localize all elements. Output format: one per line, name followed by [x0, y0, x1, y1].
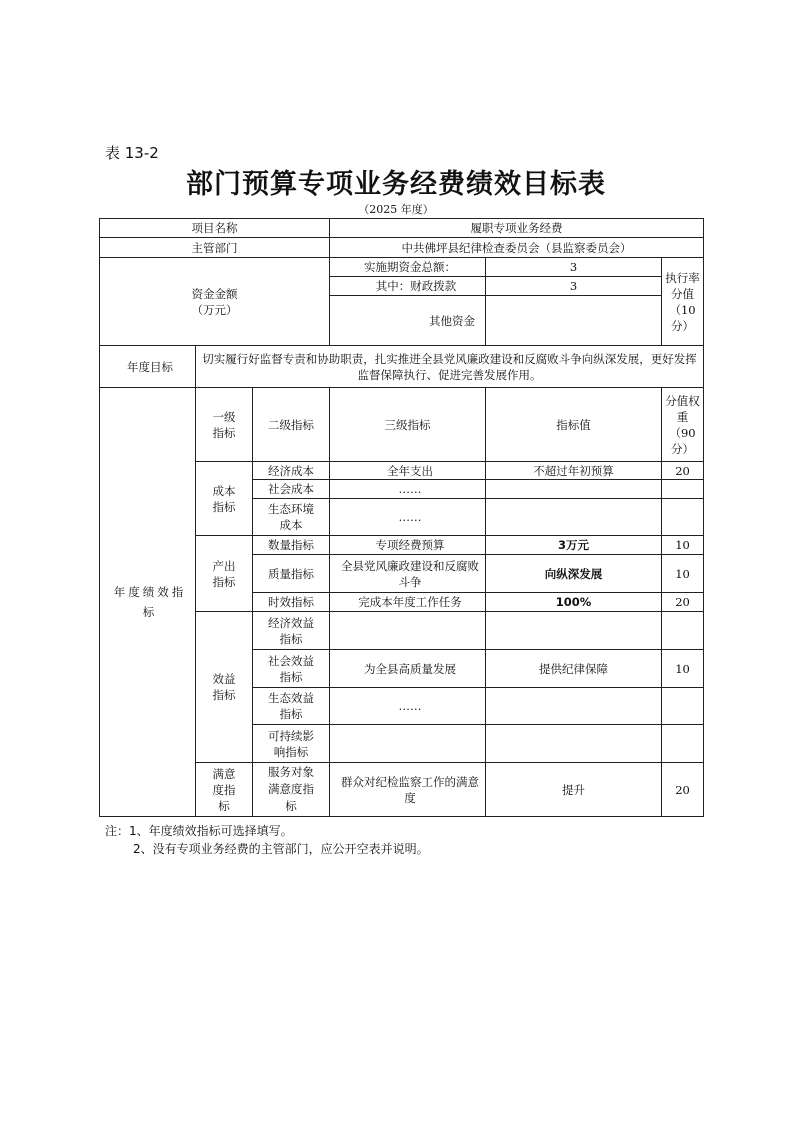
- row-weight: [662, 612, 704, 650]
- row-weight: 10: [662, 650, 704, 688]
- funds-other-value: [486, 296, 662, 346]
- row-l3: ……: [330, 688, 486, 725]
- row-l2: 服务对象满意度指标: [253, 763, 330, 817]
- row-l3: ……: [330, 499, 486, 536]
- row-l2: 社会成本: [253, 480, 330, 499]
- group-cost: 成本指标: [196, 462, 253, 536]
- row-l3: 完成本年度工作任务: [330, 593, 486, 612]
- row-weight: 20: [662, 763, 704, 817]
- row-l3: 专项经费预算: [330, 536, 486, 555]
- row-value: 提升: [486, 763, 662, 817]
- row-l2: 生态环境成本: [253, 499, 330, 536]
- funds-fiscal-value: 3: [486, 277, 662, 296]
- funds-other-label: 其他资金: [330, 296, 486, 346]
- department-value: 中共佛坪县纪律检查委员会（县监察委员会）: [330, 238, 704, 258]
- row-l2: 时效指标: [253, 593, 330, 612]
- header-level3: 三级指标: [330, 388, 486, 462]
- row-value: [486, 499, 662, 536]
- row-l3: 全县党风廉政建设和反腐败斗争: [330, 555, 486, 593]
- row-value: 100%: [486, 593, 662, 612]
- row-l2: 质量指标: [253, 555, 330, 593]
- annual-goal-label: 年度目标: [100, 346, 196, 388]
- row-l3: 为全县高质量发展: [330, 650, 486, 688]
- project-name-value: 履职专项业务经费: [330, 219, 704, 238]
- header-level1: 一级指标: [196, 388, 253, 462]
- funds-label-line2: （万元）: [191, 302, 238, 317]
- table-row: [100, 219, 704, 238]
- header-value: 指标值: [486, 388, 662, 462]
- row-l3: ……: [330, 480, 486, 499]
- table-row: [100, 258, 704, 277]
- row-weight: [662, 688, 704, 725]
- table-number: 表 13-2: [105, 144, 159, 162]
- indicator-section-label: 年度绩效指标: [100, 388, 196, 817]
- note-line-1: 注：1、年度绩效指标可选择填写。: [105, 824, 293, 838]
- row-weight: 10: [662, 555, 704, 593]
- row-l2: 数量指标: [253, 536, 330, 555]
- annual-goal-text: 切实履行好监督专责和协助职责，扎实推进全县党风廉政建设和反腐败斗争向纵深发展，更好发挥监督保障执行、促进完善发展作用。: [196, 346, 704, 388]
- row-value: [486, 688, 662, 725]
- row-weight: [662, 499, 704, 536]
- row-value: 3万元: [486, 536, 662, 555]
- row-weight: 10: [662, 536, 704, 555]
- header-level2: 二级指标: [253, 388, 330, 462]
- row-value: [486, 480, 662, 499]
- funds-label-line1: 资金金额: [191, 286, 238, 301]
- row-value: [486, 725, 662, 763]
- row-l3: [330, 725, 486, 763]
- table-row: [100, 346, 704, 388]
- row-value: [486, 612, 662, 650]
- group-output: 产出指标: [196, 536, 253, 612]
- note-line-2: 2、没有专项业务经费的主管部门，应公开空表并说明。: [133, 842, 429, 856]
- row-l2: 社会效益指标: [253, 650, 330, 688]
- row-l2: 经济效益指标: [253, 612, 330, 650]
- row-l2: 可持续影响指标: [253, 725, 330, 763]
- table-row: [100, 388, 704, 462]
- row-weight: 20: [662, 593, 704, 612]
- row-weight: 20: [662, 462, 704, 480]
- row-value: 不超过年初预算: [486, 462, 662, 480]
- row-l2: 经济成本: [253, 462, 330, 480]
- row-weight: [662, 480, 704, 499]
- table-row: [100, 238, 704, 258]
- row-l3: [330, 612, 486, 650]
- performance-table: [99, 218, 704, 817]
- group-benefit: 效益指标: [196, 612, 253, 763]
- project-name-label: 项目名称: [100, 219, 330, 238]
- row-l3: 群众对纪检监察工作的满意度: [330, 763, 486, 817]
- funds-total-value: 3: [486, 258, 662, 277]
- row-weight: [662, 725, 704, 763]
- funds-total-label: 实施期资金总额：: [330, 258, 486, 277]
- group-satisfaction: 满意度指标: [196, 763, 253, 817]
- row-l2: 生态效益指标: [253, 688, 330, 725]
- header-weight: 分值权重（90分）: [662, 388, 704, 462]
- row-value: 向纵深发展: [486, 555, 662, 593]
- row-l3: 全年支出: [330, 462, 486, 480]
- funds-fiscal-label: 其中：财政拨款: [330, 277, 486, 296]
- page-title: 部门预算专项业务经费绩效目标表: [186, 169, 606, 200]
- row-value: 提供纪律保障: [486, 650, 662, 688]
- department-label: 主管部门: [100, 238, 330, 258]
- funds-label: [100, 258, 330, 346]
- exec-rate-label: 执行率分值（10分）: [662, 258, 704, 346]
- page-subtitle: （2025 年度）: [358, 203, 434, 216]
- notes: [105, 822, 429, 858]
